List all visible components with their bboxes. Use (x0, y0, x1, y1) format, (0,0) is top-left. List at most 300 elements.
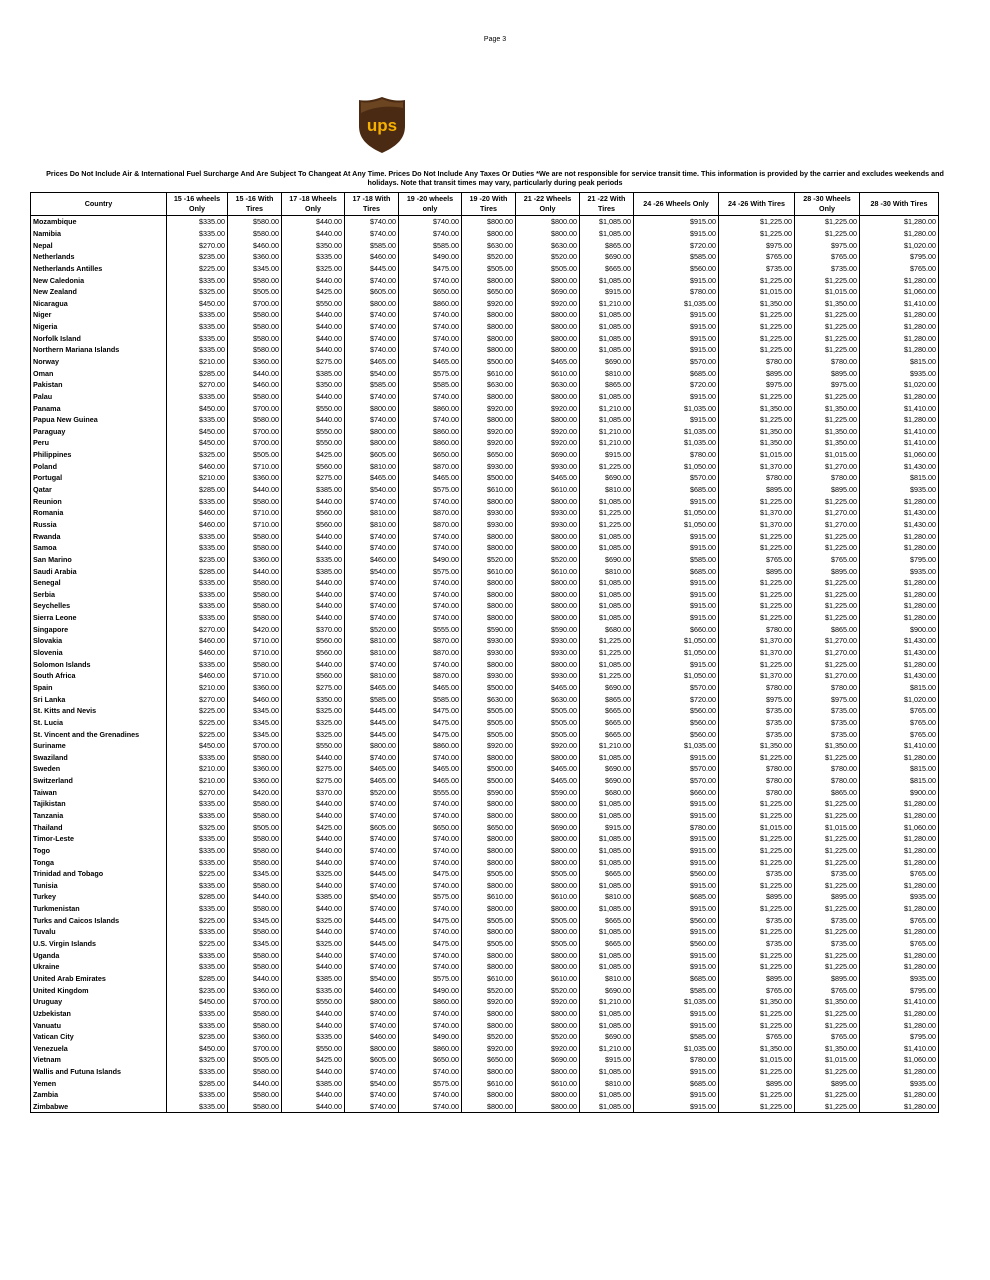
price-cell: $560.00 (634, 705, 719, 717)
price-cell: $325.00 (167, 1054, 228, 1066)
price-cell: $710.00 (228, 460, 282, 472)
price-cell: $630.00 (516, 239, 580, 251)
country-cell: Wallis and Futuna Islands (31, 1066, 167, 1078)
price-cell: $1,225.00 (719, 391, 795, 403)
price-cell: $1,270.00 (795, 460, 860, 472)
price-cell: $610.00 (462, 367, 516, 379)
table-row (31, 728, 939, 740)
price-cell: $800.00 (462, 600, 516, 612)
price-cell: $440.00 (282, 600, 345, 612)
price-cell: $1,015.00 (719, 286, 795, 298)
price-cell: $450.00 (167, 1042, 228, 1054)
table-row (31, 309, 939, 321)
price-cell: $540.00 (345, 973, 399, 985)
table-row (31, 1042, 939, 1054)
price-cell: $1,225.00 (719, 880, 795, 892)
price-cell: $1,225.00 (795, 658, 860, 670)
price-cell: $1,225.00 (580, 507, 634, 519)
price-cell: $1,410.00 (860, 740, 939, 752)
price-cell: $460.00 (167, 519, 228, 531)
price-cell: $225.00 (167, 263, 228, 275)
price-cell: $1,020.00 (860, 239, 939, 251)
table-row (31, 996, 939, 1008)
country-cell: Vatican City (31, 1031, 167, 1043)
price-cell: $915.00 (634, 961, 719, 973)
price-cell: $490.00 (399, 251, 462, 263)
price-cell: $1,430.00 (860, 635, 939, 647)
price-cell: $335.00 (167, 495, 228, 507)
price-cell: $800.00 (345, 426, 399, 438)
price-cell: $780.00 (719, 682, 795, 694)
table-row (31, 600, 939, 612)
table-row (31, 751, 939, 763)
country-cell: Mozambique (31, 216, 167, 228)
price-cell: $740.00 (345, 600, 399, 612)
price-cell: $800.00 (462, 542, 516, 554)
country-cell: Norway (31, 356, 167, 368)
country-cell: Trinidad and Tobago (31, 868, 167, 880)
price-cell: $335.00 (167, 589, 228, 601)
price-cell: $765.00 (860, 263, 939, 275)
price-cell: $915.00 (634, 391, 719, 403)
price-cell: $285.00 (167, 1077, 228, 1089)
price-cell: $685.00 (634, 1077, 719, 1089)
price-cell: $550.00 (282, 297, 345, 309)
price-cell: $560.00 (634, 868, 719, 880)
price-cell: $1,225.00 (719, 216, 795, 228)
price-cell: $550.00 (282, 996, 345, 1008)
price-cell: $900.00 (860, 623, 939, 635)
price-cell: $1,225.00 (795, 833, 860, 845)
price-cell: $1,410.00 (860, 426, 939, 438)
price-cell: $440.00 (282, 542, 345, 554)
price-cell: $1,350.00 (795, 297, 860, 309)
price-cell: $1,350.00 (719, 297, 795, 309)
price-cell: $740.00 (399, 845, 462, 857)
price-cell: $225.00 (167, 938, 228, 950)
price-cell: $1,225.00 (795, 751, 860, 763)
price-cell: $285.00 (167, 367, 228, 379)
price-cell: $1,225.00 (719, 856, 795, 868)
price-cell: $610.00 (462, 891, 516, 903)
price-cell: $1,350.00 (719, 1042, 795, 1054)
price-cell: $1,410.00 (860, 996, 939, 1008)
country-cell: Turkey (31, 891, 167, 903)
table-header-row (31, 193, 939, 216)
price-cell: $1,225.00 (719, 309, 795, 321)
price-cell: $1,350.00 (719, 740, 795, 752)
price-cell: $685.00 (634, 484, 719, 496)
price-cell: $335.00 (282, 554, 345, 566)
price-cell: $580.00 (228, 845, 282, 857)
price-cell: $800.00 (516, 274, 580, 286)
price-cell: $800.00 (462, 612, 516, 624)
price-cell: $440.00 (282, 798, 345, 810)
table-row (31, 1089, 939, 1101)
price-cell: $335.00 (167, 833, 228, 845)
price-cell: $800.00 (345, 740, 399, 752)
price-cell: $570.00 (634, 775, 719, 787)
price-cell: $1,350.00 (795, 426, 860, 438)
price-cell: $335.00 (167, 798, 228, 810)
price-cell: $440.00 (282, 321, 345, 333)
price-cell: $505.00 (516, 914, 580, 926)
price-cell: $580.00 (228, 961, 282, 973)
country-cell: Suriname (31, 740, 167, 752)
price-cell: $740.00 (399, 216, 462, 228)
price-cell: $270.00 (167, 623, 228, 635)
price-cell: $580.00 (228, 344, 282, 356)
price-cell: $800.00 (516, 391, 580, 403)
country-cell: San Marino (31, 554, 167, 566)
price-cell: $460.00 (345, 1031, 399, 1043)
price-cell: $800.00 (462, 414, 516, 426)
price-cell: $440.00 (282, 1019, 345, 1031)
price-cell: $450.00 (167, 402, 228, 414)
price-cell: $1,280.00 (860, 600, 939, 612)
price-cell: $560.00 (634, 263, 719, 275)
price-cell: $550.00 (282, 437, 345, 449)
price-cell: $800.00 (516, 961, 580, 973)
price-cell: $930.00 (516, 670, 580, 682)
price-cell: $385.00 (282, 891, 345, 903)
price-cell: $710.00 (228, 519, 282, 531)
price-cell: $800.00 (345, 437, 399, 449)
price-cell: $810.00 (580, 484, 634, 496)
price-cell: $915.00 (634, 1066, 719, 1078)
price-cell: $860.00 (399, 297, 462, 309)
price-cell: $765.00 (860, 728, 939, 740)
column-header: Country (31, 193, 167, 216)
price-cell: $1,370.00 (719, 460, 795, 472)
price-cell: $590.00 (516, 623, 580, 635)
price-cell: $325.00 (167, 286, 228, 298)
price-cell: $235.00 (167, 984, 228, 996)
price-cell: $1,050.00 (634, 460, 719, 472)
price-cell: $580.00 (228, 495, 282, 507)
price-cell: $1,085.00 (580, 309, 634, 321)
price-cell: $975.00 (795, 693, 860, 705)
price-cell: $1,225.00 (795, 274, 860, 286)
price-cell: $800.00 (516, 856, 580, 868)
price-cell: $560.00 (282, 670, 345, 682)
column-header: 24 -26 With Tires (719, 193, 795, 216)
price-cell: $800.00 (516, 949, 580, 961)
price-cell: $800.00 (345, 996, 399, 1008)
price-cell: $1,225.00 (795, 961, 860, 973)
country-cell: Sri Lanka (31, 693, 167, 705)
price-cell: $780.00 (795, 356, 860, 368)
price-cell: $605.00 (345, 1054, 399, 1066)
price-cell: $570.00 (634, 356, 719, 368)
column-header: 28 -30 With Tires (860, 193, 939, 216)
price-cell: $1,085.00 (580, 949, 634, 961)
price-cell: $505.00 (228, 821, 282, 833)
price-cell: $1,280.00 (860, 961, 939, 973)
price-cell: $685.00 (634, 367, 719, 379)
country-cell: United Kingdom (31, 984, 167, 996)
price-cell: $440.00 (282, 344, 345, 356)
price-cell: $800.00 (345, 297, 399, 309)
price-cell: $800.00 (516, 1101, 580, 1113)
price-cell: $810.00 (345, 635, 399, 647)
price-cell: $1,225.00 (719, 589, 795, 601)
price-cell: $1,280.00 (860, 589, 939, 601)
price-cell: $580.00 (228, 228, 282, 240)
price-cell: $575.00 (399, 1077, 462, 1089)
price-cell: $935.00 (860, 1077, 939, 1089)
price-cell: $765.00 (860, 705, 939, 717)
price-cell: $665.00 (580, 717, 634, 729)
price-cell: $210.00 (167, 682, 228, 694)
price-cell: $895.00 (795, 973, 860, 985)
price-cell: $780.00 (719, 786, 795, 798)
country-cell: Romania (31, 507, 167, 519)
country-cell: Qatar (31, 484, 167, 496)
price-cell: $800.00 (516, 600, 580, 612)
price-cell: $335.00 (282, 251, 345, 263)
price-cell: $780.00 (634, 821, 719, 833)
price-cell: $920.00 (516, 437, 580, 449)
price-cell: $1,085.00 (580, 1089, 634, 1101)
price-cell: $325.00 (282, 705, 345, 717)
price-cell: $610.00 (516, 891, 580, 903)
table-row (31, 786, 939, 798)
price-cell: $800.00 (516, 577, 580, 589)
price-cell: $800.00 (462, 1008, 516, 1020)
price-cell: $660.00 (634, 786, 719, 798)
price-cell: $575.00 (399, 565, 462, 577)
price-cell: $580.00 (228, 658, 282, 670)
price-cell: $1,430.00 (860, 460, 939, 472)
price-cell: $800.00 (462, 1019, 516, 1031)
price-cell: $560.00 (634, 914, 719, 926)
price-cell: $1,085.00 (580, 903, 634, 915)
price-cell: $795.00 (860, 554, 939, 566)
price-cell: $1,280.00 (860, 321, 939, 333)
price-cell: $1,280.00 (860, 612, 939, 624)
country-cell: Vanuatu (31, 1019, 167, 1031)
price-cell: $740.00 (345, 926, 399, 938)
price-cell: $915.00 (580, 449, 634, 461)
price-cell: $1,225.00 (795, 228, 860, 240)
price-cell: $895.00 (719, 1077, 795, 1089)
price-cell: $520.00 (345, 786, 399, 798)
price-cell: $740.00 (399, 612, 462, 624)
price-cell: $325.00 (167, 449, 228, 461)
price-cell: $1,225.00 (719, 495, 795, 507)
price-cell: $1,280.00 (860, 833, 939, 845)
table-row (31, 1031, 939, 1043)
price-cell: $1,280.00 (860, 845, 939, 857)
price-cell: $920.00 (516, 402, 580, 414)
price-cell: $800.00 (462, 1101, 516, 1113)
price-cell: $550.00 (282, 426, 345, 438)
price-cell: $325.00 (282, 938, 345, 950)
price-cell: $425.00 (282, 286, 345, 298)
price-cell: $440.00 (282, 833, 345, 845)
price-cell: $580.00 (228, 1008, 282, 1020)
price-cell: $800.00 (462, 1066, 516, 1078)
price-cell: $560.00 (634, 938, 719, 950)
table-row (31, 216, 939, 228)
price-cell: $1,035.00 (634, 297, 719, 309)
price-cell: $780.00 (634, 286, 719, 298)
price-cell: $570.00 (634, 472, 719, 484)
price-cell: $605.00 (345, 821, 399, 833)
price-cell: $580.00 (228, 391, 282, 403)
price-cell: $1,410.00 (860, 437, 939, 449)
price-cell: $610.00 (516, 1077, 580, 1089)
price-cell: $285.00 (167, 973, 228, 985)
price-cell: $440.00 (282, 589, 345, 601)
price-cell: $335.00 (167, 1008, 228, 1020)
price-cell: $915.00 (634, 216, 719, 228)
table-row (31, 391, 939, 403)
price-cell: $275.00 (282, 682, 345, 694)
price-cell: $975.00 (719, 693, 795, 705)
price-cell: $1,225.00 (580, 460, 634, 472)
price-cell: $915.00 (634, 228, 719, 240)
price-cell: $1,280.00 (860, 414, 939, 426)
price-cell: $740.00 (399, 1089, 462, 1101)
price-cell: $560.00 (282, 460, 345, 472)
price-cell: $915.00 (634, 1089, 719, 1101)
price-cell: $1,085.00 (580, 612, 634, 624)
price-cell: $560.00 (282, 635, 345, 647)
price-cell: $800.00 (462, 949, 516, 961)
price-cell: $360.00 (228, 984, 282, 996)
price-cell: $1,210.00 (580, 426, 634, 438)
price-cell: $465.00 (345, 472, 399, 484)
price-cell: $225.00 (167, 728, 228, 740)
table-row (31, 507, 939, 519)
price-cell: $460.00 (167, 460, 228, 472)
price-cell: $1,050.00 (634, 507, 719, 519)
price-cell: $465.00 (345, 356, 399, 368)
price-cell: $1,225.00 (795, 495, 860, 507)
table-row (31, 565, 939, 577)
price-cell: $1,060.00 (860, 1054, 939, 1066)
price-cell: $610.00 (462, 973, 516, 985)
price-cell: $1,280.00 (860, 751, 939, 763)
price-cell: $580.00 (228, 589, 282, 601)
price-cell: $740.00 (399, 949, 462, 961)
price-cell: $440.00 (282, 228, 345, 240)
price-cell: $1,225.00 (719, 658, 795, 670)
price-cell: $335.00 (167, 391, 228, 403)
price-cell: $915.00 (634, 414, 719, 426)
price-cell: $275.00 (282, 356, 345, 368)
price-cell: $335.00 (167, 577, 228, 589)
price-cell: $440.00 (282, 216, 345, 228)
price-cell: $505.00 (462, 717, 516, 729)
country-cell: Netherlands (31, 251, 167, 263)
price-cell: $1,085.00 (580, 495, 634, 507)
price-cell: $930.00 (516, 647, 580, 659)
price-cell: $1,225.00 (719, 751, 795, 763)
price-cell: $385.00 (282, 484, 345, 496)
price-cell: $1,035.00 (634, 437, 719, 449)
price-cell: $500.00 (462, 763, 516, 775)
price-cell: $1,225.00 (580, 519, 634, 531)
price-cell: $740.00 (345, 530, 399, 542)
price-cell: $490.00 (399, 554, 462, 566)
price-cell: $445.00 (345, 938, 399, 950)
table-row (31, 1077, 939, 1089)
price-cell: $440.00 (282, 880, 345, 892)
price-cell: $520.00 (462, 554, 516, 566)
table-row (31, 1008, 939, 1020)
price-cell: $800.00 (462, 1089, 516, 1101)
price-cell: $1,410.00 (860, 402, 939, 414)
table-row (31, 344, 939, 356)
price-cell: $690.00 (580, 356, 634, 368)
price-cell: $520.00 (345, 623, 399, 635)
price-cell: $440.00 (282, 274, 345, 286)
price-cell: $810.00 (345, 460, 399, 472)
price-cell: $690.00 (580, 554, 634, 566)
price-cell: $800.00 (462, 856, 516, 868)
price-cell: $385.00 (282, 1077, 345, 1089)
price-cell: $920.00 (462, 402, 516, 414)
table-row (31, 775, 939, 787)
price-cell: $895.00 (795, 891, 860, 903)
price-cell: $440.00 (282, 530, 345, 542)
price-cell: $555.00 (399, 623, 462, 635)
price-cell: $270.00 (167, 379, 228, 391)
price-cell: $1,225.00 (795, 391, 860, 403)
price-cell: $325.00 (282, 868, 345, 880)
price-cell: $570.00 (634, 763, 719, 775)
price-cell: $445.00 (345, 868, 399, 880)
price-cell: $975.00 (719, 239, 795, 251)
price-cell: $360.00 (228, 251, 282, 263)
price-cell: $580.00 (228, 751, 282, 763)
price-cell: $800.00 (462, 589, 516, 601)
table-row (31, 623, 939, 635)
table-row (31, 821, 939, 833)
price-cell: $780.00 (795, 763, 860, 775)
country-cell: Uganda (31, 949, 167, 961)
price-cell: $325.00 (282, 263, 345, 275)
price-cell: $740.00 (399, 751, 462, 763)
price-cell: $1,225.00 (795, 1008, 860, 1020)
price-cell: $540.00 (345, 367, 399, 379)
country-cell: Turks and Caicos Islands (31, 914, 167, 926)
price-cell: $1,035.00 (634, 740, 719, 752)
price-cell: $590.00 (462, 623, 516, 635)
price-cell: $860.00 (399, 402, 462, 414)
price-cell: $740.00 (345, 751, 399, 763)
price-cell: $560.00 (282, 507, 345, 519)
price-cell: $345.00 (228, 263, 282, 275)
price-cell: $440.00 (282, 926, 345, 938)
price-cell: $270.00 (167, 693, 228, 705)
price-cell: $740.00 (345, 332, 399, 344)
price-cell: $1,020.00 (860, 379, 939, 391)
price-cell: $505.00 (462, 938, 516, 950)
price-cell: $740.00 (399, 332, 462, 344)
price-cell: $540.00 (345, 484, 399, 496)
price-cell: $440.00 (282, 845, 345, 857)
table-row (31, 1066, 939, 1078)
price-cell: $335.00 (167, 216, 228, 228)
price-cell: $1,035.00 (634, 426, 719, 438)
price-cell: $720.00 (634, 239, 719, 251)
price-cell: $915.00 (634, 309, 719, 321)
price-cell: $1,225.00 (795, 612, 860, 624)
